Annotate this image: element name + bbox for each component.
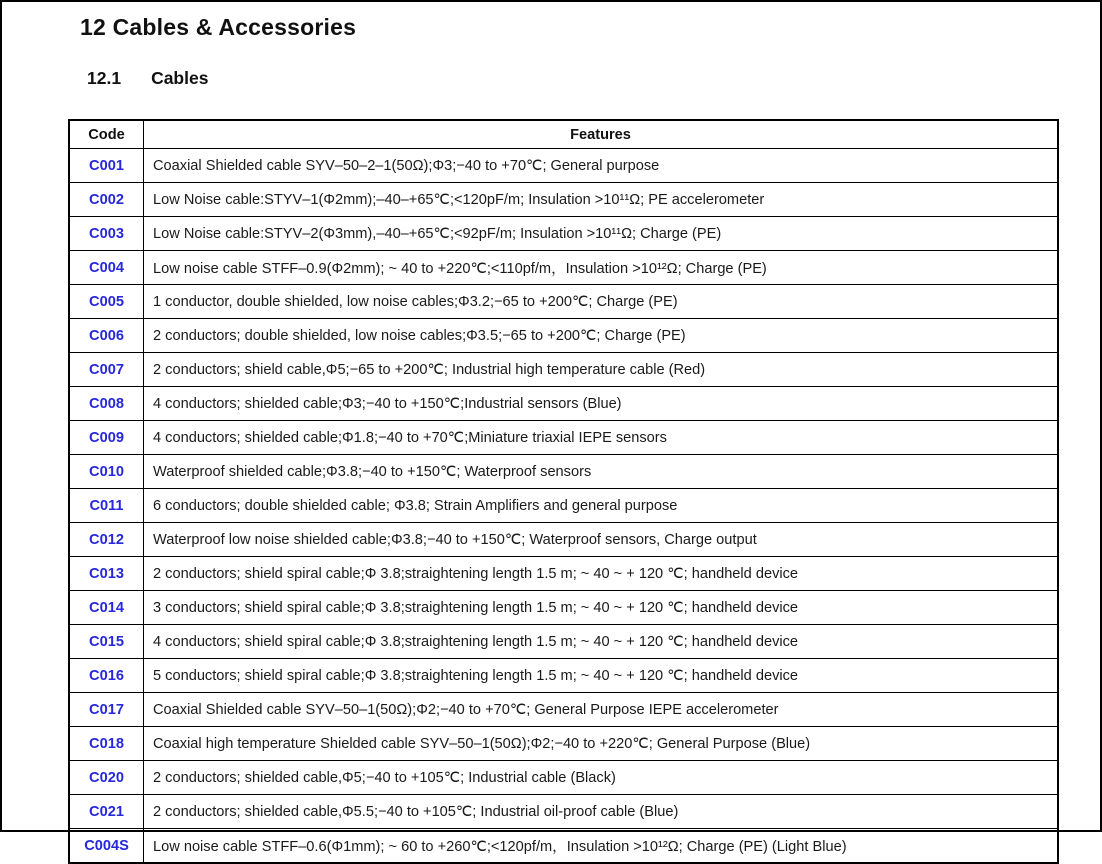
code-cell: C021 — [69, 795, 144, 829]
features-cell: 2 conductors; shield cable,Φ5;−65 to +200℃; Industrial high temperature cable (Red) — [144, 353, 1059, 387]
subsection-title: Cables — [151, 68, 209, 88]
code-cell: C013 — [69, 557, 144, 591]
features-cell: Coaxial Shielded cable SYV–50–1(50Ω);Φ2;−40 to +70℃; General Purpose IEPE accelerometer — [144, 693, 1059, 727]
features-cell: Coaxial Shielded cable SYV–50–2–1(50Ω);Φ3;−40 to +70℃; General purpose — [144, 149, 1059, 183]
table-row — [69, 557, 1058, 591]
features-cell: 2 conductors; shielded cable,Φ5;−40 to +105℃; Industrial cable (Black) — [144, 761, 1059, 795]
features-cell: Low noise cable STFF–0.6(Φ1mm); ~ 60 to +260℃;<120pf/m，Insulation >10¹²Ω; Charge (PE) (Light Blue) — [144, 829, 1059, 864]
features-cell: 5 conductors; shield spiral cable;Φ 3.8;straightening length 1.5 m; ~ 40 ~ + 120 ℃; handheld device — [144, 659, 1059, 693]
code-cell: C007 — [69, 353, 144, 387]
code-cell: C009 — [69, 421, 144, 455]
column-header-code: Code — [69, 120, 144, 149]
features-cell: Coaxial high temperature Shielded cable SYV–50–1(50Ω);Φ2;−40 to +220℃; General Purpose (Blue) — [144, 727, 1059, 761]
table-row — [69, 523, 1058, 557]
code-cell: C004 — [69, 251, 144, 285]
header-row — [69, 120, 1058, 149]
features-cell: 4 conductors; shielded cable;Φ1.8;−40 to +70℃;Miniature triaxial IEPE sensors — [144, 421, 1059, 455]
table-row — [69, 625, 1058, 659]
code-cell: C012 — [69, 523, 144, 557]
table-row — [69, 183, 1058, 217]
code-cell: C017 — [69, 693, 144, 727]
table-row — [69, 727, 1058, 761]
features-cell: 3 conductors; shield spiral cable;Φ 3.8;straightening length 1.5 m; ~ 40 ~ + 120 ℃; handheld device — [144, 591, 1059, 625]
table-row — [69, 795, 1058, 829]
code-cell: C004S — [69, 829, 144, 864]
cables-table-container — [68, 119, 1059, 864]
table-row — [69, 319, 1058, 353]
table-row — [69, 761, 1058, 795]
code-cell: C018 — [69, 727, 144, 761]
table-row — [69, 829, 1058, 864]
features-cell: Low Noise cable:STYV–2(Φ3mm),–40–+65℃;<92pF/m; Insulation >10¹¹Ω; Charge (PE) — [144, 217, 1059, 251]
subsection-number: 12.1 — [87, 68, 122, 88]
table-row — [69, 149, 1058, 183]
cables-table — [68, 119, 1059, 864]
features-cell: 4 conductors; shielded cable;Φ3;−40 to +150℃;Industrial sensors (Blue) — [144, 387, 1059, 421]
table-row — [69, 489, 1058, 523]
table-row — [69, 217, 1058, 251]
table-row — [69, 285, 1058, 319]
code-cell: C015 — [69, 625, 144, 659]
section-title: 12 Cables & Accessories — [80, 14, 357, 40]
table-row — [69, 693, 1058, 727]
code-cell: C003 — [69, 217, 144, 251]
table-row — [69, 251, 1058, 285]
code-cell: C020 — [69, 761, 144, 795]
table-row — [69, 421, 1058, 455]
features-cell: Waterproof shielded cable;Φ3.8;−40 to +150℃; Waterproof sensors — [144, 455, 1059, 489]
table-row — [69, 353, 1058, 387]
code-cell: C014 — [69, 591, 144, 625]
table-row — [69, 659, 1058, 693]
code-cell: C010 — [69, 455, 144, 489]
code-cell: C002 — [69, 183, 144, 217]
features-cell: 2 conductors; shield spiral cable;Φ 3.8;straightening length 1.5 m; ~ 40 ~ + 120 ℃; handheld device — [144, 557, 1059, 591]
subsection-heading — [87, 68, 208, 89]
column-header-features: Features — [144, 120, 1059, 149]
features-cell: Low noise cable STFF–0.9(Φ2mm); ~ 40 to +220℃;<110pf/m，Insulation >10¹²Ω; Charge (PE) — [144, 251, 1059, 285]
features-cell: 6 conductors; double shielded cable; Φ3.8; Strain Amplifiers and general purpose — [144, 489, 1059, 523]
cables-table-body — [69, 149, 1058, 864]
code-cell: C005 — [69, 285, 144, 319]
features-cell: 1 conductor, double shielded, low noise cables;Φ3.2;−65 to +200℃; Charge (PE) — [144, 285, 1059, 319]
features-cell: 4 conductors; shield spiral cable;Φ 3.8;straightening length 1.5 m; ~ 40 ~ + 120 ℃; handheld device — [144, 625, 1059, 659]
code-cell: C011 — [69, 489, 144, 523]
table-row — [69, 591, 1058, 625]
code-cell: C006 — [69, 319, 144, 353]
features-cell: Low Noise cable:STYV–1(Φ2mm);–40–+65℃;<120pF/m; Insulation >10¹¹Ω; PE accelerometer — [144, 183, 1059, 217]
features-cell: 2 conductors; shielded cable,Φ5.5;−40 to +105℃; Industrial oil-proof cable (Blue) — [144, 795, 1059, 829]
code-cell: C016 — [69, 659, 144, 693]
features-cell: Waterproof low noise shielded cable;Φ3.8;−40 to +150℃; Waterproof sensors, Charge output — [144, 523, 1059, 557]
code-cell: C001 — [69, 149, 144, 183]
features-cell: 2 conductors; double shielded, low noise cables;Φ3.5;−65 to +200℃; Charge (PE) — [144, 319, 1059, 353]
table-row — [69, 387, 1058, 421]
table-row — [69, 455, 1058, 489]
code-cell: C008 — [69, 387, 144, 421]
cables-table-head — [69, 120, 1058, 149]
